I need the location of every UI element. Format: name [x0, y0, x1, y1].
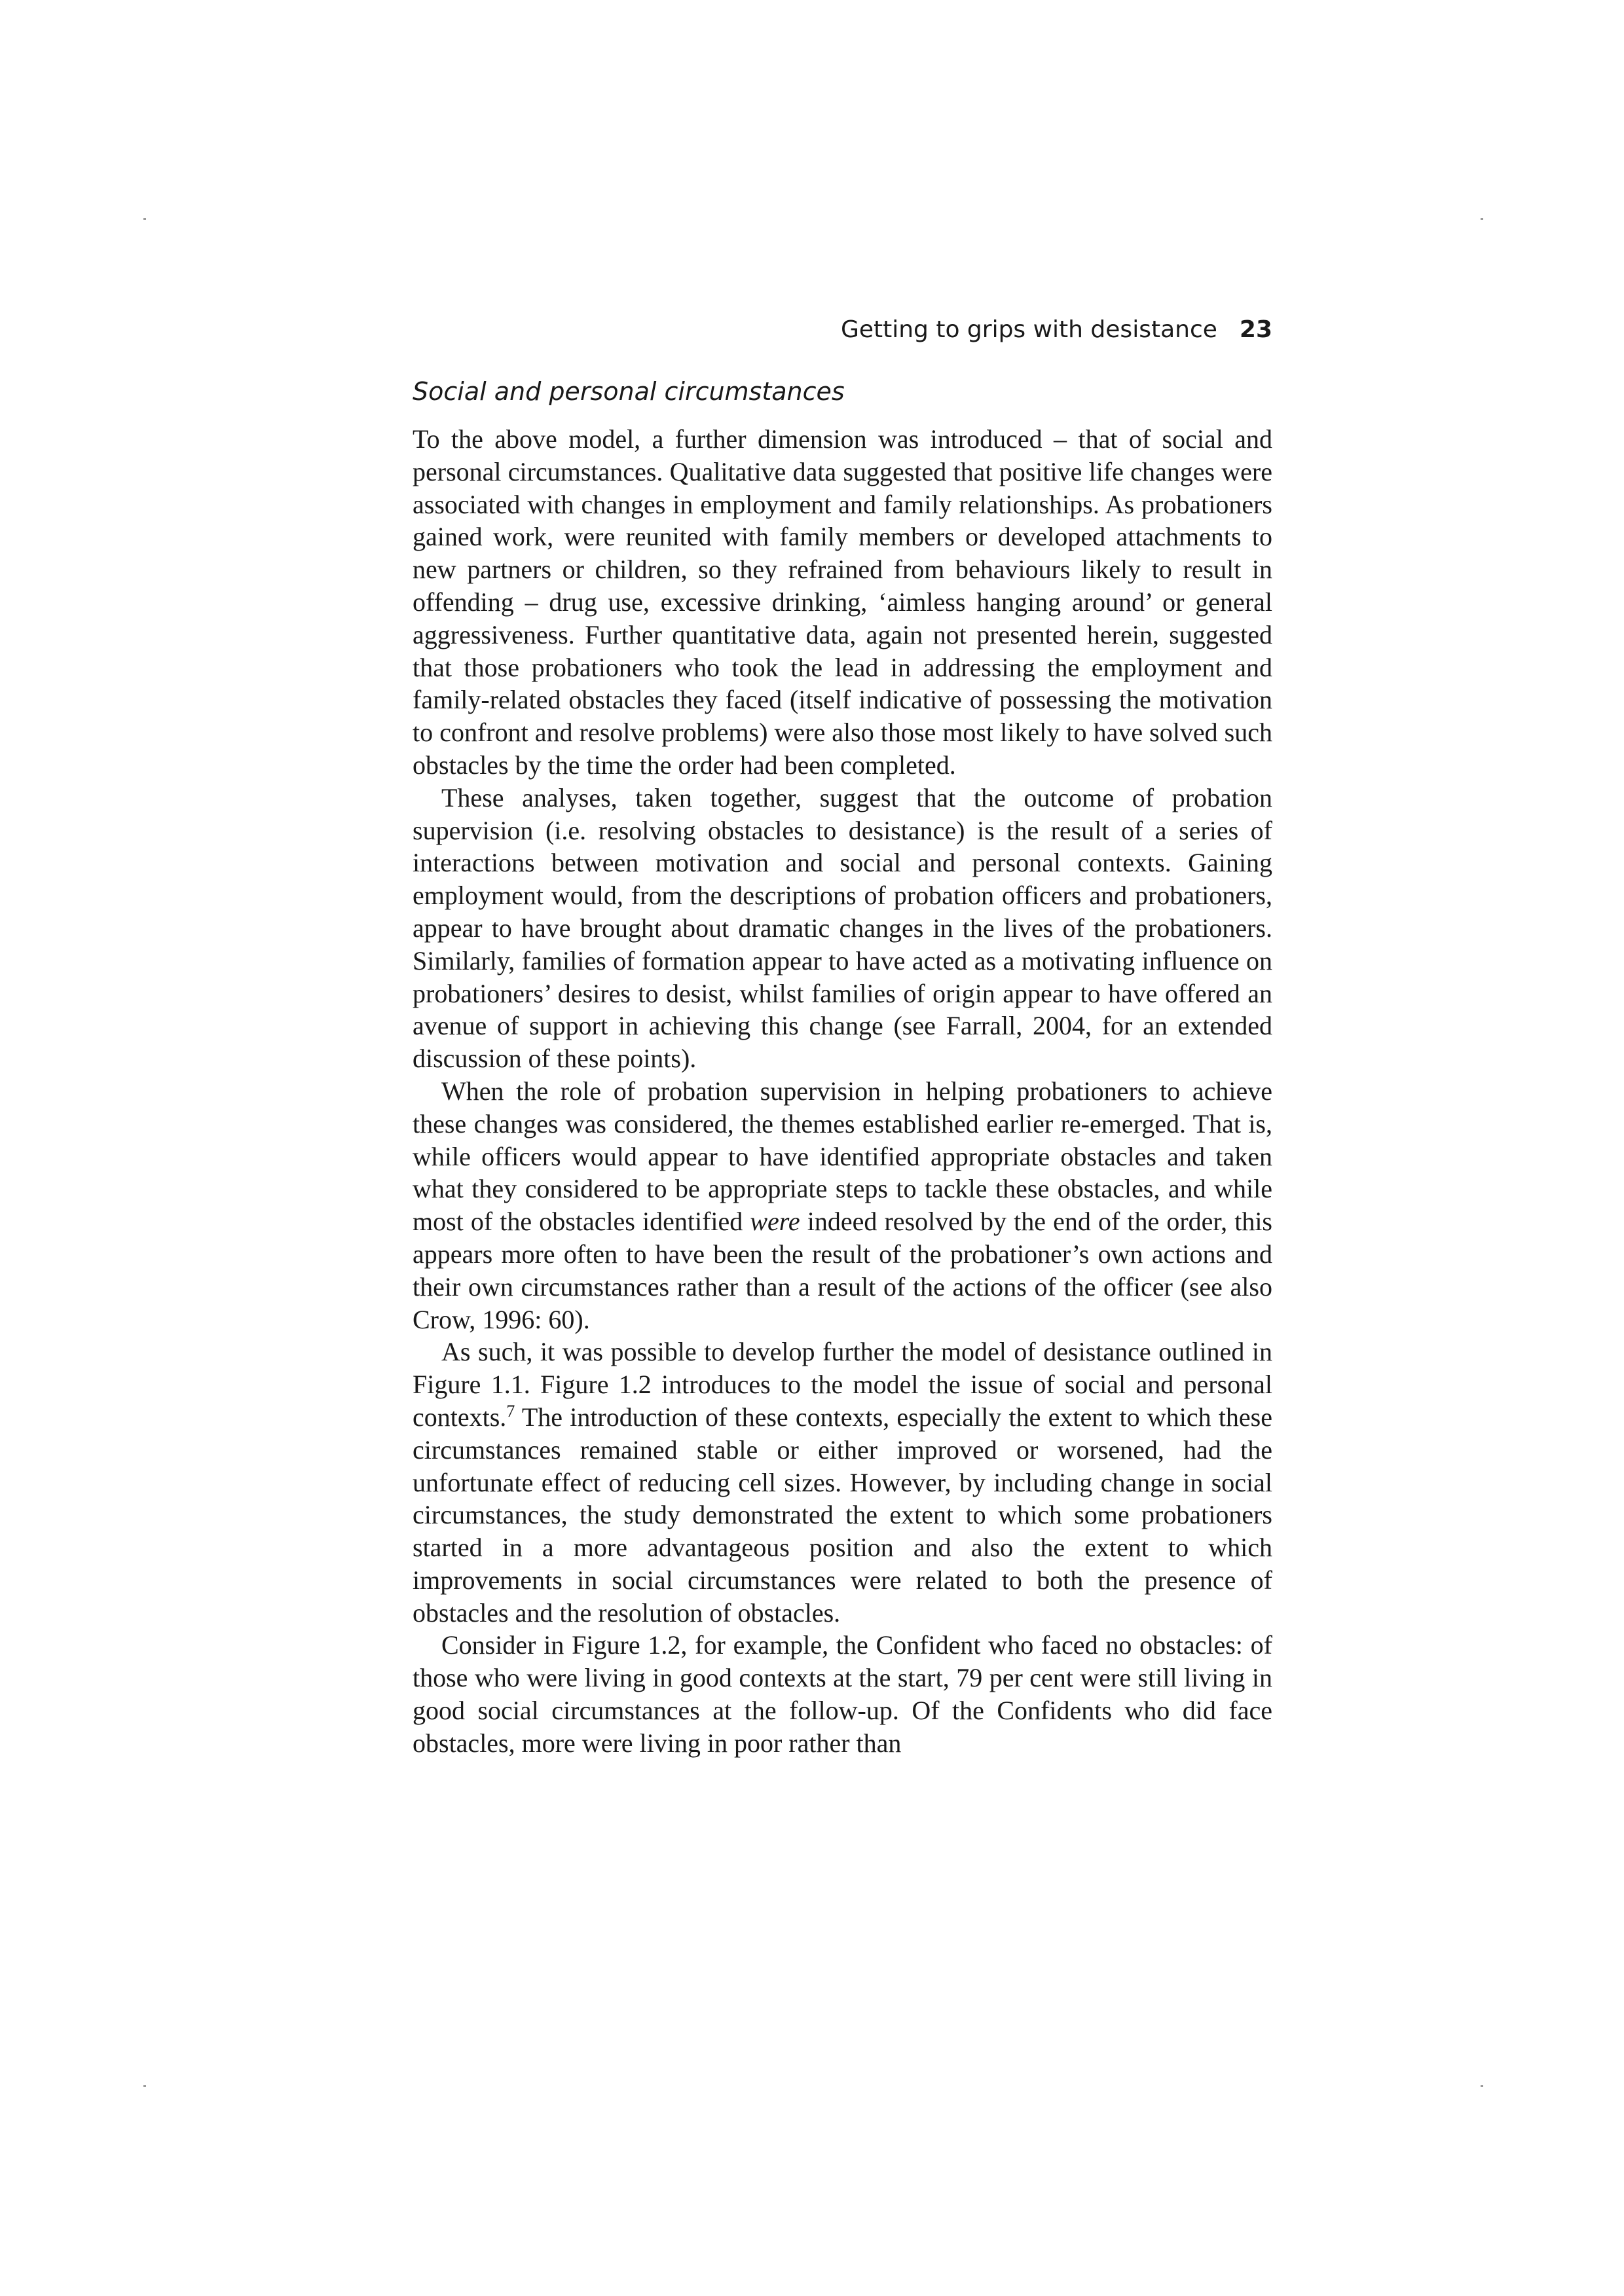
running-head-title: Getting to grips with desistance [840, 316, 1217, 343]
crop-mark [1481, 218, 1483, 220]
page-number: 23 [1239, 316, 1272, 343]
crop-mark [143, 2085, 146, 2087]
section-heading: Social and personal circumstances [413, 377, 845, 406]
crop-mark [1481, 2085, 1483, 2087]
paragraph-4-text-b: The introduction of these contexts, especially the extent to which these circumstances remained stable or either improved or worsened, had the unfortunate effect of reducing cell sizes. However, by including change in social circumstances, the study demonstrated the extent to which some probationers started in a more advantageous position and also the extent to which improvements in social circumstances were related to both the presence of obstacles and the resolution of obstacles. [413, 1402, 1273, 1628]
footnote-marker[interactable]: 7 [506, 1401, 515, 1421]
paragraph-2: These analyses, taken together, suggest that the outcome of probation supervision (i.e. resolving obstacles to desistance) is the result of a series of interactions between motivation and social and personal contexts. Gaining employment would, from the descriptions of probation officers and probationers, appear to have brought about dramatic changes in the lives of the probationers. Similarly, families of formation appear to have acted as a motivating influence on probationers’ desires to desist, whilst families of origin appear to have offered an avenue of support in achieving this change (see Farrall, 2004, for an extended discussion of these points). [413, 782, 1272, 1074]
paragraph-3 [413, 1075, 1272, 1336]
paragraph-4 [413, 1336, 1272, 1629]
paragraph-5: Consider in Figure 1.2, for example, the Confident who faced no obstacles: of those who were living in good contexts at the start, 79 per cent were still living in good social circumstances at the follow-up. Of the Confidents who did face obstacles, more were living in poor rather than [413, 1630, 1272, 1758]
paragraph-1: To the above model, a further dimension was introduced – that of social and personal circumstances. Qualitative data suggested that positive life changes were associated with changes in employment and family relationships. As probationers gained work, were reunited with family members or developed attachments to new partners or children, so they refrained from behaviours likely to result in offending – drug use, excessive drinking, ‘aimless hanging around’ or general aggressiveness. Further quantitative data, again not presented herein, suggested that those probationers who took the lead in addressing the employment and family-related obstacles they faced (itself indicative of possessing the motivation to confront and resolve problems) were also those most likely to have solved such obstacles by the time the order had been completed. [413, 424, 1272, 780]
body-text [413, 423, 1272, 1760]
paragraph-3-text-b: indeed resolved by the end of the order, this appears more often to have been the result of the probationer’s own actions and their own circumstances rather than a result of the actions of the officer (see also Crow, 1996: 60). [413, 1207, 1272, 1334]
paragraph-3-text-a: When the role of probation supervision in helping probationers to achieve these changes was considered, the themes established earlier re-emerged. That is, while officers would appear to have identified appropriate obstacles and taken what they considered to be appropriate steps to tackle these obstacles, and while most of the obstacles identified [413, 1076, 1272, 1237]
paragraph-3-emphasis: were [750, 1207, 800, 1237]
running-head [413, 316, 1272, 344]
crop-mark [143, 218, 146, 220]
paragraph-4-text-a: As such, it was possible to develop further the model of desistance outlined in Figure 1.1. Figure 1.2 introduces to the model the issue of social and personal contexts. [413, 1337, 1272, 1432]
